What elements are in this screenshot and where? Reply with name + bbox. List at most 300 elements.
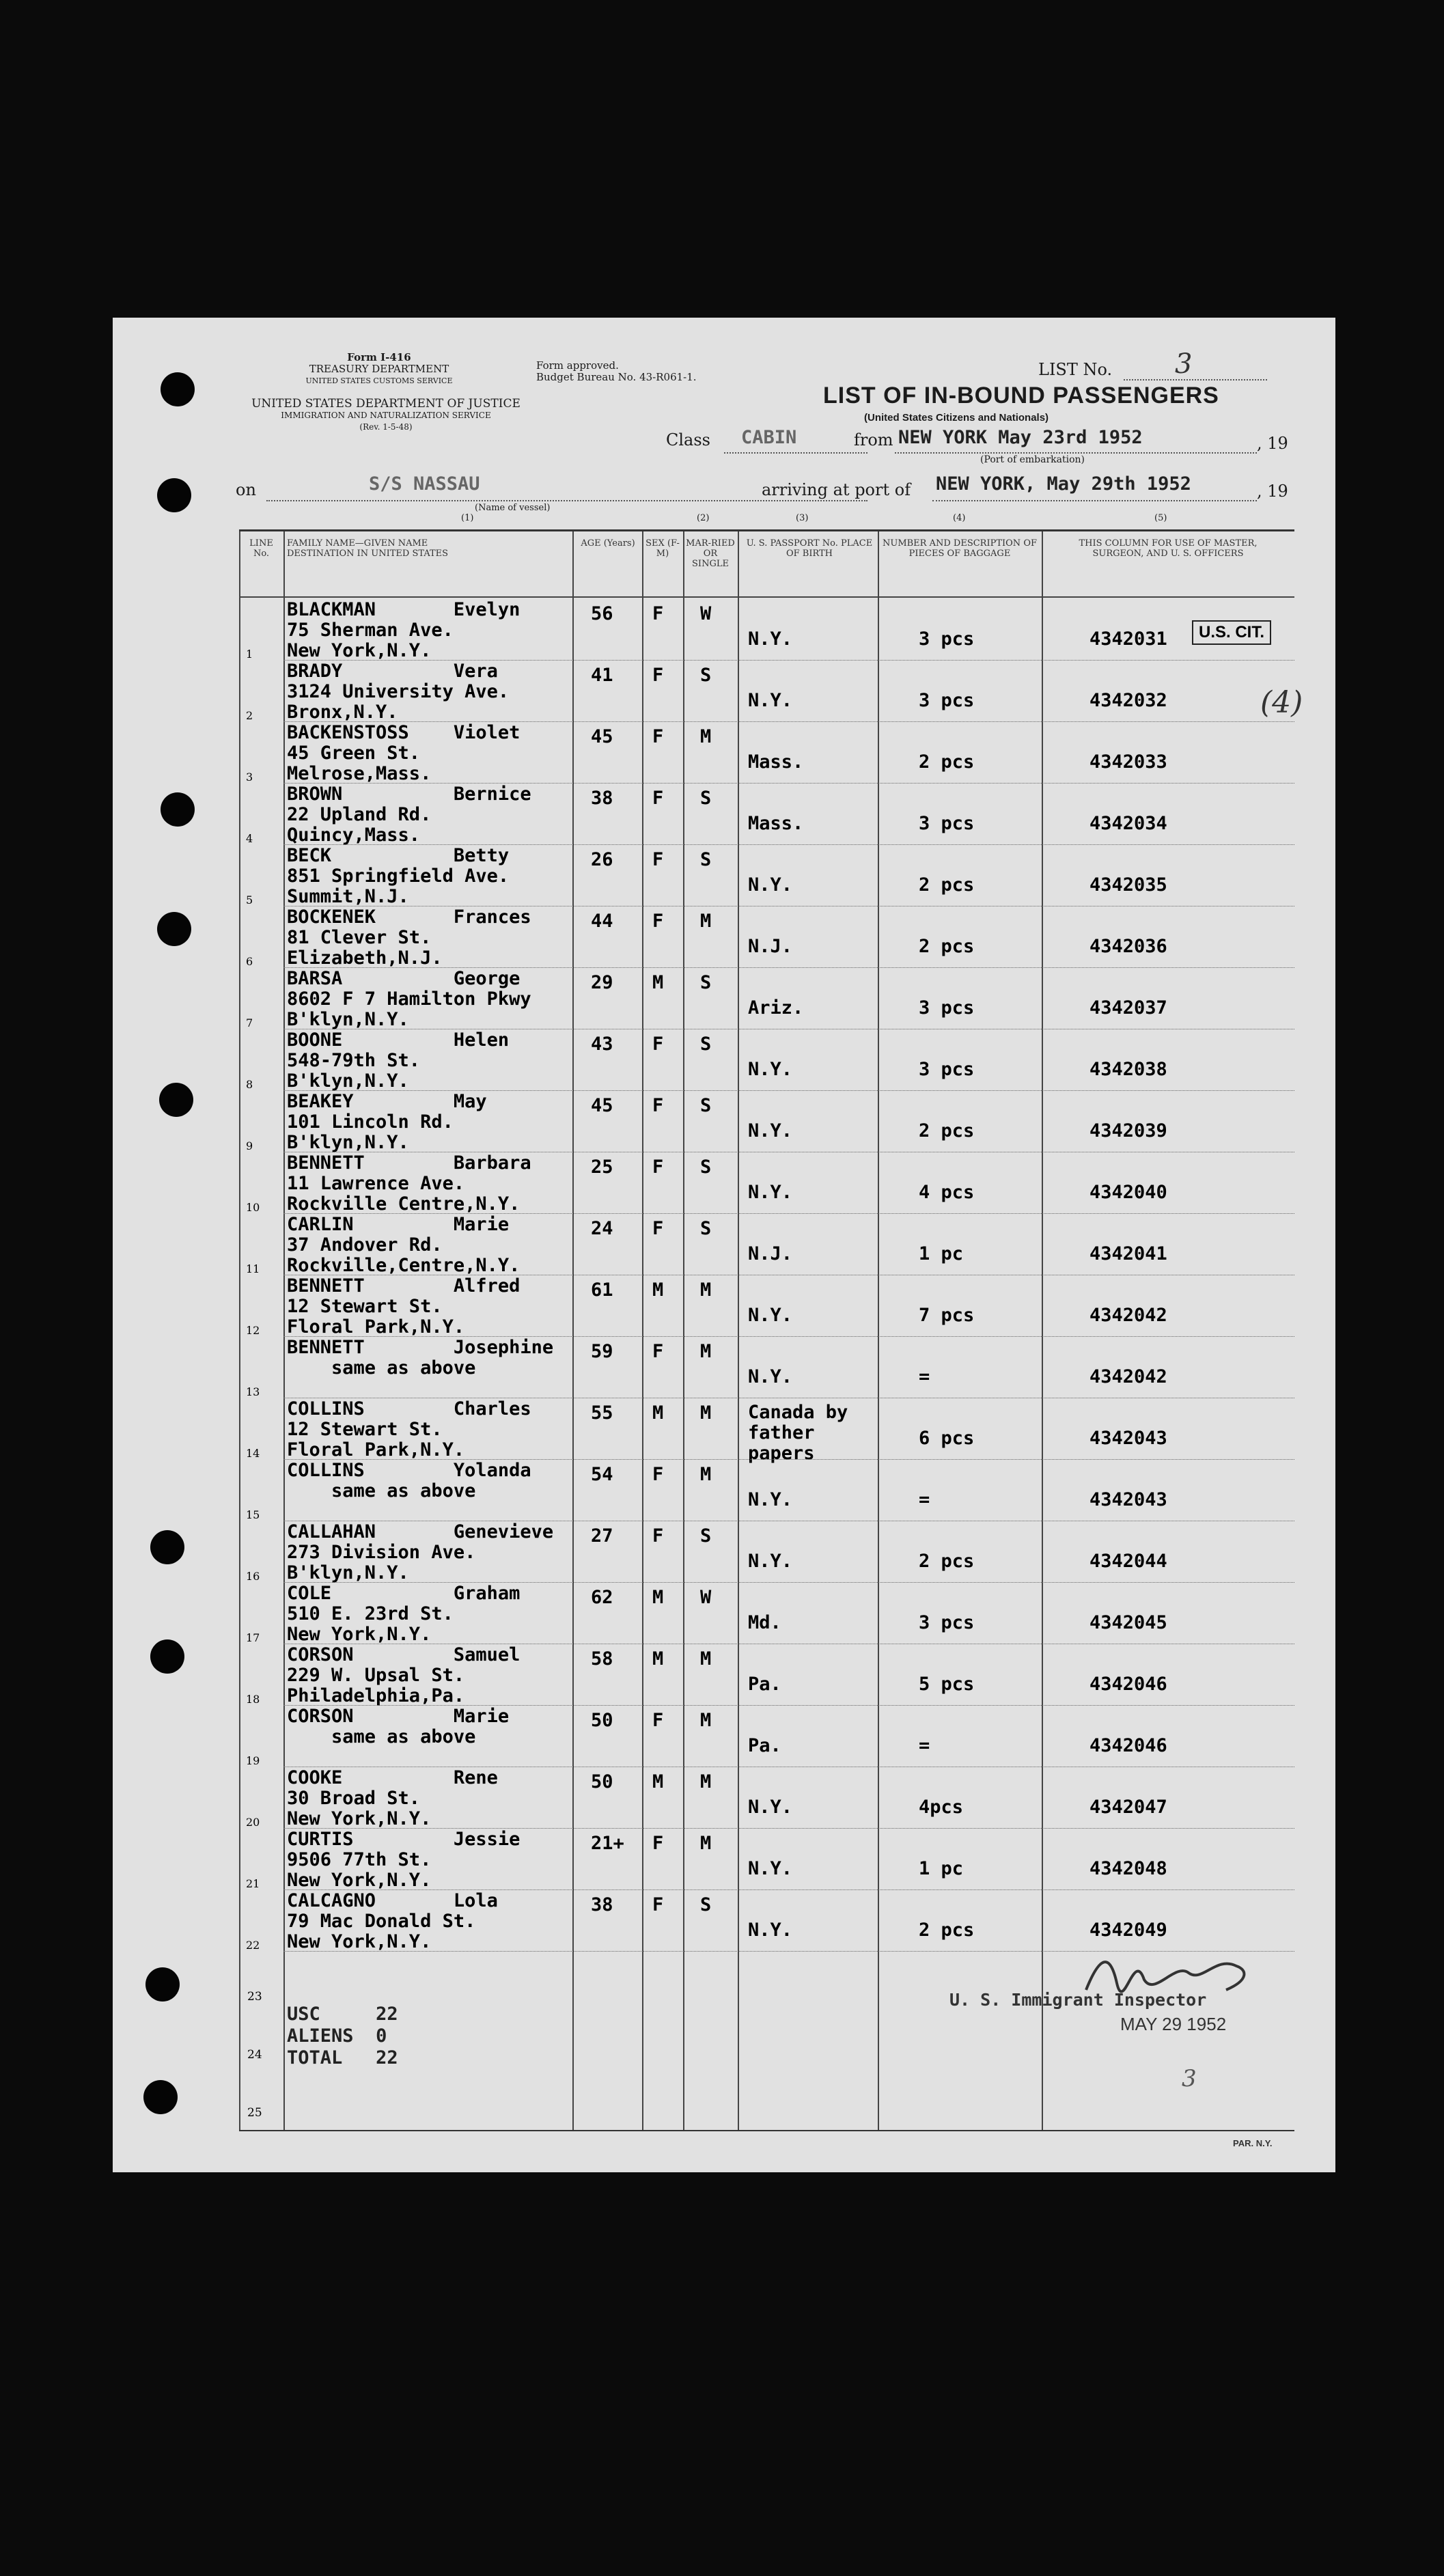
passenger-baggage: 1 pc — [919, 1243, 964, 1264]
usc-value: 22 — [376, 2004, 398, 2025]
passenger-name: CARLIN Marie — [287, 1214, 510, 1235]
passenger-address: 8602 F 7 Hamilton Pkwy — [287, 988, 531, 1010]
passenger-name-address — [287, 1215, 520, 1276]
line-number: 5 — [246, 894, 253, 906]
passenger-age: 56 — [591, 603, 613, 624]
line-number: 9 — [246, 1139, 253, 1152]
passenger-name-address — [287, 1583, 520, 1645]
passenger-ticket-number: 4342034 — [1089, 813, 1167, 834]
passenger-age: 45 — [591, 1095, 613, 1116]
passenger-address: Summit,N.J. — [287, 886, 409, 907]
passenger-age: 43 — [591, 1034, 613, 1055]
list-number-value: 3 — [1175, 348, 1193, 380]
table-row — [239, 1768, 1294, 1829]
passenger-birthplace: N.Y. — [748, 1366, 793, 1387]
passenger-baggage: 2 pcs — [919, 1920, 975, 1941]
passenger-name: CORSON Marie — [287, 1706, 510, 1727]
passenger-sex: F — [652, 849, 664, 870]
passenger-name-address — [287, 1706, 509, 1747]
passenger-baggage: 1 pc — [919, 1858, 964, 1879]
passenger-address: B'klyn,N.Y. — [287, 1132, 409, 1153]
passenger-baggage: 2 pcs — [919, 1551, 975, 1572]
line-number: 22 — [246, 1939, 260, 1952]
vessel-note: (Name of vessel) — [475, 503, 551, 513]
handwritten-three: 3 — [1182, 2065, 1197, 2092]
list-number-label: LIST No. — [1038, 360, 1113, 379]
list-number-line — [1124, 378, 1267, 380]
passenger-age: 50 — [591, 1771, 613, 1792]
handwritten-count: (4) — [1260, 685, 1303, 720]
table-row — [239, 600, 1294, 661]
arriving-line — [932, 499, 1257, 501]
inspector-signature — [1079, 1942, 1257, 2004]
col-header-name: FAMILY NAME—GIVEN NAME DESTINATION IN UNITED STATES — [287, 538, 449, 559]
printer-mark: PAR. N.Y. — [1233, 2138, 1273, 2148]
passenger-address: B'klyn,N.Y. — [287, 1009, 409, 1030]
table-row — [239, 784, 1294, 846]
passenger-marital-status: S — [700, 1894, 712, 1915]
binder-hole — [157, 478, 191, 512]
passenger-address: B'klyn,N.Y. — [287, 1070, 409, 1092]
table-row — [239, 1645, 1294, 1706]
passenger-marital-status: W — [700, 1587, 712, 1608]
passenger-birthplace: N.J. — [748, 936, 793, 957]
passenger-name: CURTIS Jessie — [287, 1829, 520, 1850]
passenger-name: COLE Graham — [287, 1583, 520, 1604]
table-row — [239, 1030, 1294, 1092]
passenger-sex: F — [652, 1525, 664, 1547]
passenger-age: 21+ — [591, 1833, 624, 1854]
passenger-sex: F — [652, 1833, 664, 1854]
passenger-age: 62 — [591, 1587, 613, 1608]
passenger-address: 9506 77th St. — [287, 1849, 432, 1870]
passenger-age: 50 — [591, 1710, 613, 1731]
col-header-baggage: NUMBER AND DESCRIPTION OF PIECES OF BAGGAGE — [882, 538, 1037, 559]
passenger-birthplace: N.Y. — [748, 874, 793, 896]
line-number: 12 — [246, 1324, 260, 1337]
passenger-name: BLACKMAN Evelyn — [287, 599, 520, 620]
passenger-ticket-number: 4342042 — [1089, 1305, 1167, 1326]
binder-hole — [150, 1639, 184, 1674]
passenger-name: BENNETT Barbara — [287, 1152, 531, 1174]
inspector-stamp: U. S. Immigrant Inspector — [949, 1990, 1207, 2010]
page-subtitle: (United States Citizens and Nationals) — [864, 412, 1049, 424]
passenger-sex: F — [652, 1710, 664, 1731]
passenger-address: 30 Broad St. — [287, 1788, 421, 1809]
passenger-marital-status: M — [700, 1833, 712, 1854]
form-approval: Form approved. Budget Bureau No. 43-R061-1. — [536, 359, 697, 383]
col-header-line: LINE No. — [249, 538, 273, 559]
passenger-name: CORSON Samuel — [287, 1644, 520, 1665]
passenger-name: COLLINS Yolanda — [287, 1460, 531, 1481]
passenger-birthplace: N.Y. — [748, 1059, 793, 1080]
passenger-marital-status: M — [700, 1771, 712, 1792]
passenger-sex: F — [652, 1034, 664, 1055]
passenger-address: 12 Stewart St. — [287, 1296, 443, 1317]
passenger-address: 3124 University Ave. — [287, 681, 510, 702]
form-header-treasury: Form I-416 TREASURY DEPARTMENT UNITED STATES CUSTOMS SERVICE — [305, 351, 453, 385]
passenger-birthplace: Pa. — [748, 1735, 781, 1756]
class-label: Class — [666, 430, 710, 449]
passenger-marital-status: S — [700, 665, 712, 686]
passenger-baggage: 6 pcs — [919, 1428, 975, 1449]
line-number: 1 — [246, 648, 253, 661]
passenger-sex: F — [652, 1464, 664, 1485]
col-header-age: AGE (Years) — [581, 538, 635, 549]
col-header-officers: THIS COLUMN FOR USE OF MASTER, SURGEON, AND U. S. OFFICERS — [1079, 538, 1258, 559]
table-row — [239, 1829, 1294, 1891]
passenger-ticket-number: 4342042 — [1089, 1366, 1167, 1387]
passenger-address: 81 Clever St. — [287, 927, 432, 948]
passenger-name: BENNETT Josephine — [287, 1337, 554, 1358]
line-number: 6 — [246, 955, 253, 968]
passenger-age: 61 — [591, 1279, 613, 1301]
line-number: 19 — [246, 1754, 260, 1767]
passenger-name-address — [287, 784, 531, 846]
passenger-age: 55 — [591, 1402, 613, 1424]
passenger-marital-status: W — [700, 603, 712, 624]
table-row — [239, 1215, 1294, 1276]
passenger-address: Floral Park,N.Y. — [287, 1316, 465, 1338]
passenger-ticket-number: 4342046 — [1089, 1735, 1167, 1756]
passenger-name: COLLINS Charles — [287, 1398, 531, 1419]
passenger-birthplace: N.J. — [748, 1243, 793, 1264]
passenger-age: 41 — [591, 665, 613, 686]
passenger-ticket-number: 4342045 — [1089, 1612, 1167, 1633]
on-label: on — [236, 480, 256, 499]
passenger-sex: M — [652, 1648, 664, 1670]
table-row — [239, 846, 1294, 907]
passenger-name-address — [287, 1092, 487, 1153]
passenger-baggage: 5 pcs — [919, 1674, 975, 1695]
from-label: from — [854, 430, 893, 449]
passenger-name-address — [287, 1338, 553, 1379]
passenger-name: COOKE Rene — [287, 1767, 498, 1788]
line-number: 3 — [246, 771, 253, 784]
passenger-sex: M — [652, 1587, 664, 1608]
passenger-name-address — [287, 1522, 553, 1583]
passenger-name: CALCAGNO Lola — [287, 1890, 498, 1911]
passenger-baggage: 2 pcs — [919, 874, 975, 896]
col-number-5: (5) — [1154, 513, 1167, 523]
passenger-ticket-number: 4342038 — [1089, 1059, 1167, 1080]
passenger-marital-status: S — [700, 849, 712, 870]
line-number: 11 — [246, 1262, 260, 1275]
line-number: 10 — [246, 1201, 260, 1214]
passenger-name-address — [287, 1030, 509, 1092]
passenger-baggage: 3 pcs — [919, 628, 975, 650]
passenger-age: 54 — [591, 1464, 613, 1485]
table-row — [239, 1092, 1294, 1153]
passenger-ticket-number: 4342044 — [1089, 1551, 1167, 1572]
embark-note: (Port of embarkation) — [980, 454, 1085, 465]
passenger-birthplace: N.Y. — [748, 1182, 793, 1203]
table-row — [239, 1583, 1294, 1645]
passenger-address: 12 Stewart St. — [287, 1419, 443, 1440]
passenger-ticket-number: 4342047 — [1089, 1797, 1167, 1818]
passenger-address: New York,N.Y. — [287, 640, 432, 661]
line-number: 8 — [246, 1078, 253, 1091]
passenger-baggage: 4pcs — [919, 1797, 964, 1818]
passenger-address: Floral Park,N.Y. — [287, 1439, 465, 1460]
passenger-marital-status: M — [700, 911, 712, 932]
binder-hole — [161, 792, 195, 827]
passenger-address: Rockville Centre,N.Y. — [287, 1193, 520, 1215]
passenger-address: same as above — [287, 1357, 476, 1379]
passenger-table — [239, 529, 1303, 2131]
passenger-ticket-number: 4342043 — [1089, 1428, 1167, 1449]
inspection-date-stamp: MAY 29 1952 — [1120, 2014, 1227, 2034]
passenger-name-address — [287, 1829, 520, 1891]
line-number: 13 — [246, 1385, 260, 1398]
passenger-marital-status: M — [700, 1710, 712, 1731]
passenger-address: 510 E. 23rd St. — [287, 1603, 454, 1624]
total-value: 22 — [376, 2047, 398, 2068]
passenger-sex: F — [652, 1157, 664, 1178]
passenger-baggage: 7 pcs — [919, 1305, 975, 1326]
passenger-name: CALLAHAN Genevieve — [287, 1521, 554, 1542]
passenger-ticket-number: 4342049 — [1089, 1920, 1167, 1941]
passenger-marital-status: M — [700, 1402, 712, 1424]
passenger-baggage: = — [919, 1366, 930, 1387]
passenger-marital-status: S — [700, 1157, 712, 1178]
table-row — [239, 1153, 1294, 1215]
binder-hole — [157, 912, 191, 946]
line-number: 21 — [246, 1877, 260, 1890]
passenger-name: BOCKENEK Frances — [287, 906, 531, 928]
passenger-ticket-number: 4342035 — [1089, 874, 1167, 896]
passenger-marital-status: S — [700, 972, 712, 993]
passenger-age: 38 — [591, 1894, 613, 1915]
passenger-address: Quincy,Mass. — [287, 825, 421, 846]
passenger-name-address — [287, 661, 509, 723]
arriving-label: arriving at port of — [762, 480, 911, 499]
passenger-age: 26 — [591, 849, 613, 870]
passenger-birthplace: Pa. — [748, 1674, 781, 1695]
passenger-baggage: 2 pcs — [919, 1120, 975, 1141]
table-row — [239, 723, 1294, 784]
passenger-name: BRADY Vera — [287, 661, 498, 682]
passenger-birthplace: N.Y. — [748, 690, 793, 711]
vessel-value: S/S NASSAU — [369, 473, 480, 495]
passenger-ticket-number: 4342041 — [1089, 1243, 1167, 1264]
passenger-ticket-number: 4342048 — [1089, 1858, 1167, 1879]
passenger-age: 45 — [591, 726, 613, 747]
aliens-value: 0 — [376, 2025, 387, 2047]
line-number-23: 23 — [247, 1990, 262, 2004]
passenger-birthplace: Mass. — [748, 751, 804, 773]
passenger-age: 25 — [591, 1157, 613, 1178]
line-number: 7 — [246, 1016, 253, 1029]
totals-block — [287, 2004, 398, 2069]
passenger-birthplace: Mass. — [748, 813, 804, 834]
usc-label: USC — [287, 2004, 320, 2025]
line-number-24: 24 — [247, 2048, 262, 2062]
passenger-sex: M — [652, 1279, 664, 1301]
passenger-name: BOONE Helen — [287, 1029, 510, 1051]
passenger-address: Rockville,Centre,N.Y. — [287, 1255, 520, 1276]
passenger-name-address — [287, 600, 520, 661]
passenger-address: 548-79th St. — [287, 1050, 421, 1071]
passenger-marital-status: M — [700, 1279, 712, 1301]
passenger-address: 37 Andover Rd. — [287, 1234, 443, 1256]
passenger-baggage: = — [919, 1735, 930, 1756]
binder-hole — [143, 2080, 178, 2114]
passenger-birthplace: N.Y. — [748, 1489, 793, 1510]
binder-hole — [150, 1530, 184, 1564]
passenger-address: 75 Sherman Ave. — [287, 620, 454, 641]
binder-hole — [159, 1083, 193, 1117]
line-number: 4 — [246, 832, 253, 845]
from-year-label: , 19 — [1257, 434, 1288, 453]
passenger-baggage: 3 pcs — [919, 997, 975, 1019]
line-number: 18 — [246, 1693, 260, 1706]
passenger-age: 38 — [591, 788, 613, 809]
passenger-marital-status: M — [700, 1341, 712, 1362]
passenger-sex: F — [652, 1894, 664, 1915]
passenger-ticket-number: 4342033 — [1089, 751, 1167, 773]
line-number: 16 — [246, 1570, 260, 1583]
passenger-baggage: 2 pcs — [919, 936, 975, 957]
passenger-ticket-number: 4342040 — [1089, 1182, 1167, 1203]
col-number-1: (1) — [461, 513, 474, 523]
passenger-address: same as above — [287, 1480, 476, 1501]
page-title: LIST OF IN-BOUND PASSENGERS — [823, 383, 1219, 408]
passenger-birthplace: Canada by father papers — [748, 1402, 848, 1464]
passenger-address: 101 Lincoln Rd. — [287, 1111, 454, 1133]
passenger-ticket-number: 4342036 — [1089, 936, 1167, 957]
passenger-baggage: 3 pcs — [919, 1612, 975, 1633]
passenger-name: BENNETT Alfred — [287, 1275, 520, 1297]
passenger-address: 22 Upland Rd. — [287, 804, 432, 825]
table-row — [239, 907, 1294, 969]
passenger-address: Melrose,Mass. — [287, 763, 432, 784]
passenger-birthplace: N.Y. — [748, 1920, 793, 1941]
passenger-ticket-number: 4342032 — [1089, 690, 1167, 711]
passenger-name: BECK Betty — [287, 845, 510, 866]
passenger-sex: F — [652, 726, 664, 747]
passenger-name-address — [287, 1399, 531, 1460]
passenger-name: BARSA George — [287, 968, 520, 989]
passenger-name-address — [287, 907, 531, 969]
passenger-name-address — [287, 1891, 498, 1952]
passenger-age: 27 — [591, 1525, 613, 1547]
passenger-marital-status: M — [700, 1464, 712, 1485]
passenger-birthplace: N.Y. — [748, 1797, 793, 1818]
passenger-age: 29 — [591, 972, 613, 993]
passenger-marital-status: S — [700, 1218, 712, 1239]
header-rule — [239, 596, 1294, 598]
passenger-age: 44 — [591, 911, 613, 932]
arriving-value: NEW YORK, May 29th 1952 — [936, 473, 1191, 495]
passenger-marital-status: S — [700, 1525, 712, 1547]
passenger-sex: F — [652, 665, 664, 686]
passenger-address: Philadelphia,Pa. — [287, 1685, 465, 1706]
passenger-name: BACKENSTOSS Violet — [287, 722, 520, 743]
passenger-name-address — [287, 846, 509, 907]
passenger-address: 79 Mac Donald St. — [287, 1911, 476, 1932]
passenger-address: same as above — [287, 1726, 476, 1747]
from-value: NEW YORK May 23rd 1952 — [898, 427, 1143, 448]
passenger-birthplace: Ariz. — [748, 997, 804, 1019]
passenger-marital-status: S — [700, 788, 712, 809]
passenger-marital-status: M — [700, 1648, 712, 1670]
passenger-age: 24 — [591, 1218, 613, 1239]
passenger-sex: F — [652, 603, 664, 624]
line-number: 15 — [246, 1508, 260, 1521]
col-number-2: (2) — [697, 513, 710, 523]
passenger-birthplace: N.Y. — [748, 1858, 793, 1879]
passenger-address: New York,N.Y. — [287, 1931, 432, 1952]
table-row — [239, 1398, 1294, 1464]
passenger-name-address — [287, 1460, 531, 1501]
passenger-sex: F — [652, 1095, 664, 1116]
passenger-address: Bronx,N.Y. — [287, 702, 398, 723]
col-number-3: (3) — [796, 513, 809, 523]
passenger-baggage: 2 pcs — [919, 751, 975, 773]
passenger-address: New York,N.Y. — [287, 1808, 432, 1829]
passenger-address: 11 Lawrence Ave. — [287, 1173, 465, 1194]
from-line — [895, 451, 1257, 454]
passenger-marital-status: S — [700, 1095, 712, 1116]
passenger-address: 851 Springfield Ave. — [287, 865, 510, 887]
passenger-sex: F — [652, 1218, 664, 1239]
col-header-married: MAR-RIED OR SINGLE — [686, 538, 735, 569]
passenger-birthplace: N.Y. — [748, 628, 793, 650]
passenger-address: New York,N.Y. — [287, 1624, 432, 1645]
passenger-age: 59 — [591, 1341, 613, 1362]
passenger-name-address — [287, 1645, 520, 1706]
line-number: 14 — [246, 1447, 260, 1460]
passenger-birthplace: N.Y. — [748, 1305, 793, 1326]
binder-hole — [161, 372, 195, 406]
form-header-justice: UNITED STATES DEPARTMENT OF JUSTICE IMMIGRATION AND NATURALIZATION SERVICE (Rev. 1-5-48) — [251, 397, 520, 432]
table-row — [239, 1706, 1294, 1768]
passenger-address: New York,N.Y. — [287, 1870, 432, 1891]
passenger-sex: F — [652, 1341, 664, 1362]
passenger-name-address — [287, 723, 520, 784]
binder-hole — [145, 1967, 180, 2002]
passenger-birthplace: Md. — [748, 1612, 781, 1633]
table-row — [239, 1276, 1294, 1338]
passenger-ticket-number: 4342039 — [1089, 1120, 1167, 1141]
line-number-25: 25 — [247, 2106, 262, 2120]
line-number: 17 — [246, 1631, 260, 1644]
passenger-marital-status: M — [700, 726, 712, 747]
passenger-address: Elizabeth,N.J. — [287, 947, 443, 969]
passenger-sex: M — [652, 1771, 664, 1792]
passenger-baggage: = — [919, 1489, 930, 1510]
passenger-baggage: 3 pcs — [919, 1059, 975, 1080]
total-label: TOTAL — [287, 2047, 343, 2068]
passenger-name: BEAKEY May — [287, 1091, 487, 1112]
passenger-baggage: 3 pcs — [919, 690, 975, 711]
passenger-address: 273 Division Ave. — [287, 1542, 476, 1563]
passenger-age: 58 — [591, 1648, 613, 1670]
passenger-name-address — [287, 969, 531, 1030]
passenger-birthplace: N.Y. — [748, 1551, 793, 1572]
passenger-sex: M — [652, 1402, 664, 1424]
passenger-baggage: 3 pcs — [919, 813, 975, 834]
table-row — [239, 969, 1294, 1030]
line-number: 2 — [246, 709, 253, 722]
col-header-sex: SEX (F-M) — [645, 538, 680, 559]
class-line — [724, 451, 867, 454]
table-row — [239, 661, 1294, 723]
class-value: CABIN — [741, 427, 797, 448]
passenger-ticket-number: 4342043 — [1089, 1489, 1167, 1510]
table-row — [239, 1338, 1294, 1399]
